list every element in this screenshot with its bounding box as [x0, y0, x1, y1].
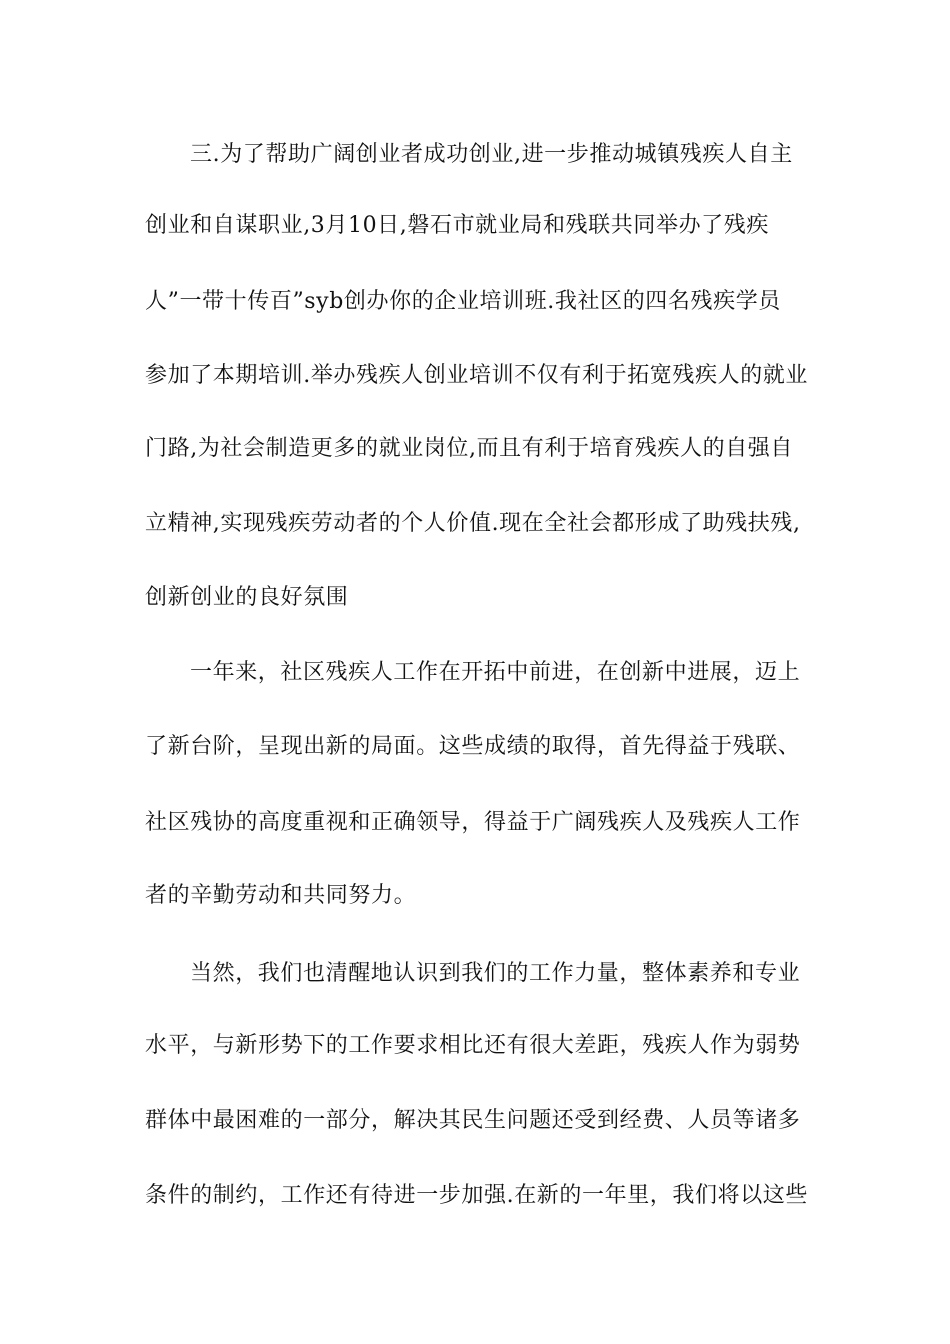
paragraph-2-line-4: 者的辛勤劳动和共同努力。 [145, 883, 417, 908]
paragraph-1-line-5: 门路,为社会制造更多的就业岗位,而且有利于培育残疾人的自强自 [145, 436, 793, 461]
paragraph-2-line-1: 一年来，社区残疾人工作在开拓中前进，在创新中进展，迈上 [190, 660, 801, 685]
paragraph-1-line-7: 创新创业的良好氛围 [145, 585, 349, 610]
paragraph-1-line-6: 立精神,实现残疾劳动者的个人价值.现在全社会都形成了助残扶残, [145, 511, 801, 536]
paragraph-1-line-1: 三.为了帮助广阔创业者成功创业,进一步推动城镇残疾人自主 [190, 142, 793, 167]
paragraph-3-line-3: 群体中最困难的一部分，解决其民生问题还受到经费、人员等诸多 [145, 1108, 801, 1133]
paragraph-2-line-2: 了新台阶，呈现出新的局面。这些成绩的取得，首先得益于残联、 [145, 734, 801, 759]
paragraph-2-line-3: 社区残协的高度重视和正确领导，得益于广阔残疾人及残疾人工作 [145, 810, 801, 835]
paragraph-3-line-4: 条件的制约，工作还有待进一步加强.在新的一年里，我们将以这些 [145, 1183, 808, 1208]
paragraph-1-line-4: 参加了本期培训.举办残疾人创业培训不仅有利于拓宽残疾人的就业 [145, 363, 808, 388]
paragraph-3-line-2: 水平，与新形势下的工作要求相比还有很大差距，残疾人作为弱势 [145, 1033, 801, 1058]
paragraph-1-line-2: 创业和自谋职业,3月10日,磐石市就业局和残联共同举办了残疾 [145, 213, 769, 238]
paragraph-1-line-3: 人”一带十传百”syb创办你的企业培训班.我社区的四名残疾学员 [145, 289, 781, 314]
paragraph-3-line-1: 当然，我们也清醒地认识到我们的工作力量，整体素养和专业 [190, 961, 801, 986]
